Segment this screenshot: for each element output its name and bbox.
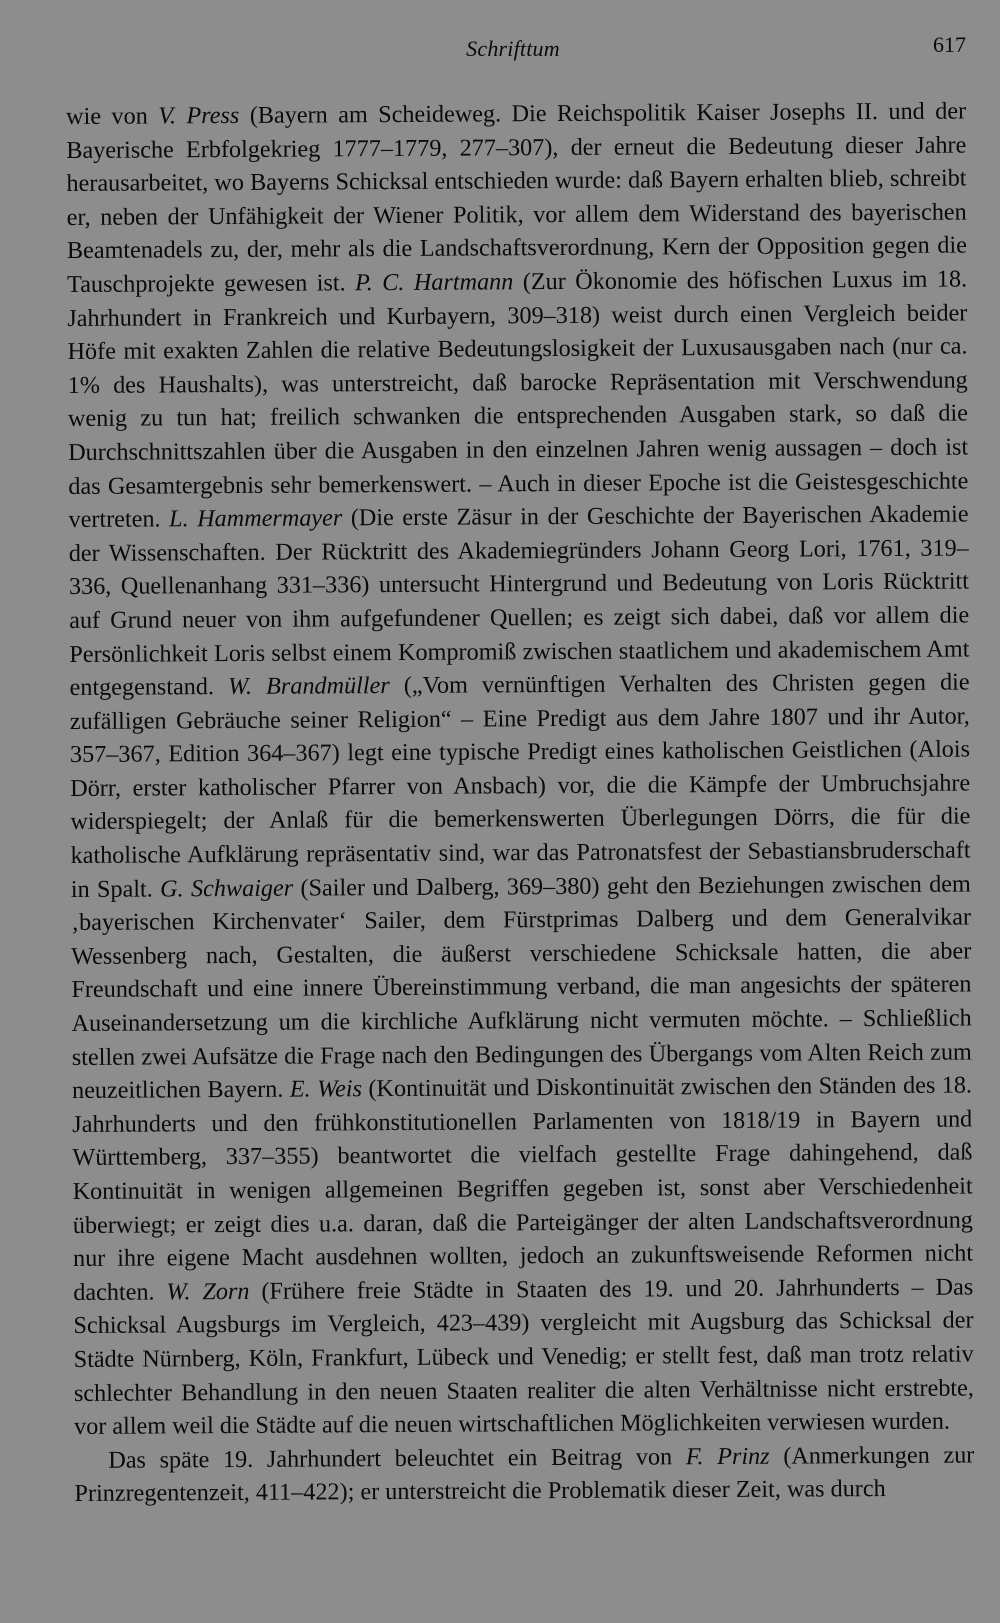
page-header (60, 28, 966, 68)
paragraph (66, 95, 974, 1444)
text-run: wie von (66, 102, 159, 130)
author-name: F. Prinz (685, 1442, 770, 1470)
author-name: V. Press (158, 101, 240, 130)
text-run: Das späte 19. Jahrhundert beleuchtet ein Beitrag von (108, 1442, 686, 1474)
text-run: („Vom vernünftigen Verhalten des Christen gegen die zufälligen Gebräuche seiner Religion“ – Eine Predigt aus dem Jahre 1807 und ihr Autor, 357–367, Edition 364–367) legt eine typische Predigt eines katholischen Geistlichen (Alois Dörr, erster katholischer Pfarrer von Ansbach) vor, die die Kämpfe der Umbruchsjahre widerspiegelt; der Anlaß für die bemerkenswerten Überlegungen Dörrs, die für die katholische Aufklärung repräsentativ sind, war das Patronatsfest der Sebastiansbruderschaft in Spalt. (69, 668, 971, 903)
text-run: (Die erste Zäsur in der Geschichte der Bayerischen Akademie der Wissenschaften. Der Rücktritt des Akademiegründers Johann Georg Lori, 1761, 319–336, Quellenanhang 331–336) untersucht Hintergrund und Bedeutung von Loris Rücktritt auf Grund neuer von ihm aufgefundener Quellen; es zeigt sich dabei, daß vor allem die Persönlichkeit Loris selbst einem Kompromiß zwischen staatlichem und akademischem Amt entgegenstand. (68, 500, 970, 702)
author-name: W. Brandmüller (227, 672, 390, 701)
text-run: (Zur Ökonomie des höfischen Luxus im 18. Jahrhundert in Frankreich und Kurbayern, 309–318) weist durch einen Vergleich beider Höfe mit exakten Zahlen die relative Bedeutungslosigkeit der Luxusausgaben nach (nur ca. 1% des Haushalts), was unterstreicht, daß barocke Repräsentation mit Verschwendung wenig zu tun hat; freilich schwanken die entsprechenden Ausgaben stark, so daß die Durchschnittszahlen über die Ausgaben in den einzelnen Jahren wenig aussagen – doch ist das Gesamtergebnis sehr bemerkenswert. – Auch in dieser Epoche ist die Geistesgeschichte vertreten. (67, 265, 969, 534)
author-name: G. Schwaiger (160, 874, 294, 903)
running-head: Schrifttum (466, 36, 560, 61)
author-name: P. C. Hartmann (354, 268, 514, 297)
author-name: W. Zorn (166, 1277, 250, 1306)
author-name: E. Weis (289, 1075, 363, 1103)
author-name: L. Hammermayer (169, 504, 343, 533)
body-text (66, 95, 975, 1511)
text-run: (Anmerkungen zur Prinzregentenzeit, 411–422); er unterstreicht die Problematik dieser Zeit, was durch (74, 1441, 975, 1508)
text-run: (Bayern am Scheideweg. Die Reichspolitik Kaiser Josephs II. und der Bayerische Erbfolgekrieg 1777–1779, 277–307), der erneut die Bedeutung dieser Jahre herausarbeitet, wo Bayerns Schicksal entschieden wurde: daß Bayern erhalten blieb, schreibt er, neben der Unfähigkeit der Wiener Politik, vor allem dem Widerstand des bayerischen Beamtenadels zu, der, mehr als die Landschaftsverordnung, Kern der Opposition gegen die Tauschprojekte gewesen ist. (66, 97, 967, 298)
page-number: 617 (933, 32, 966, 57)
text-run: (Sailer und Dalberg, 369–380) geht den Beziehungen zwischen dem ‚bayerischen Kirchenvater‘ Sailer, dem Fürstprimas Dalberg und dem Generalvikar Wessenberg nach, Gestalten, die äußerst verschiedene Schicksale hatten, die aber Freundschaft und eine innere Übereinstimmung verband, die man angesichts der späteren Auseinandersetzung um die kirchliche Aufklärung nicht vermuten möchte. – Schließlich stellen zwei Aufsätze die Frage nach den Bedingungen des Übergangs vom Alten Reich zum neuzeitlichen Bayern. (70, 870, 972, 1105)
text-run: (Kontinuität und Diskontinuität zwischen den Ständen des 18. Jahrhunderts und den frühkonstitutionellen Parlamenten von 1818/19 in Bayern und Württemberg, 337–355) beantwortet die vielfach gestellte Frage dahingehend, daß Kontinuität in wenigen allgemeinen Begriffen gegeben ist, sonst aber Verschiedenheit überwiegt; er zeigt dies u.a. daran, daß die Parteigänger der alten Landschaftsverordnung nur ihre eigene Macht ausdehnen wollten, jedoch an zukunftsweisende Reformen nicht dachten. (72, 1071, 974, 1306)
text-run: (Frühere freie Städte in Staaten des 19. und 20. Jahrhunderts – Das Schicksal Augsburgs im Vergleich, 423–439) vergleicht mit Augsburg das Schicksal der Städte Nürnberg, Köln, Frankfurt, Lübeck und Venedig; er stellt fest, daß man trotz relativ schlechter Behandlung in den neuen Staaten realiter die alten Verhältnisse nicht erstrebte, vor allem weil die Städte auf die neuen wirtschaftlichen Möglichkeiten verwiesen wurden. (73, 1273, 974, 1441)
paragraph (74, 1438, 974, 1511)
